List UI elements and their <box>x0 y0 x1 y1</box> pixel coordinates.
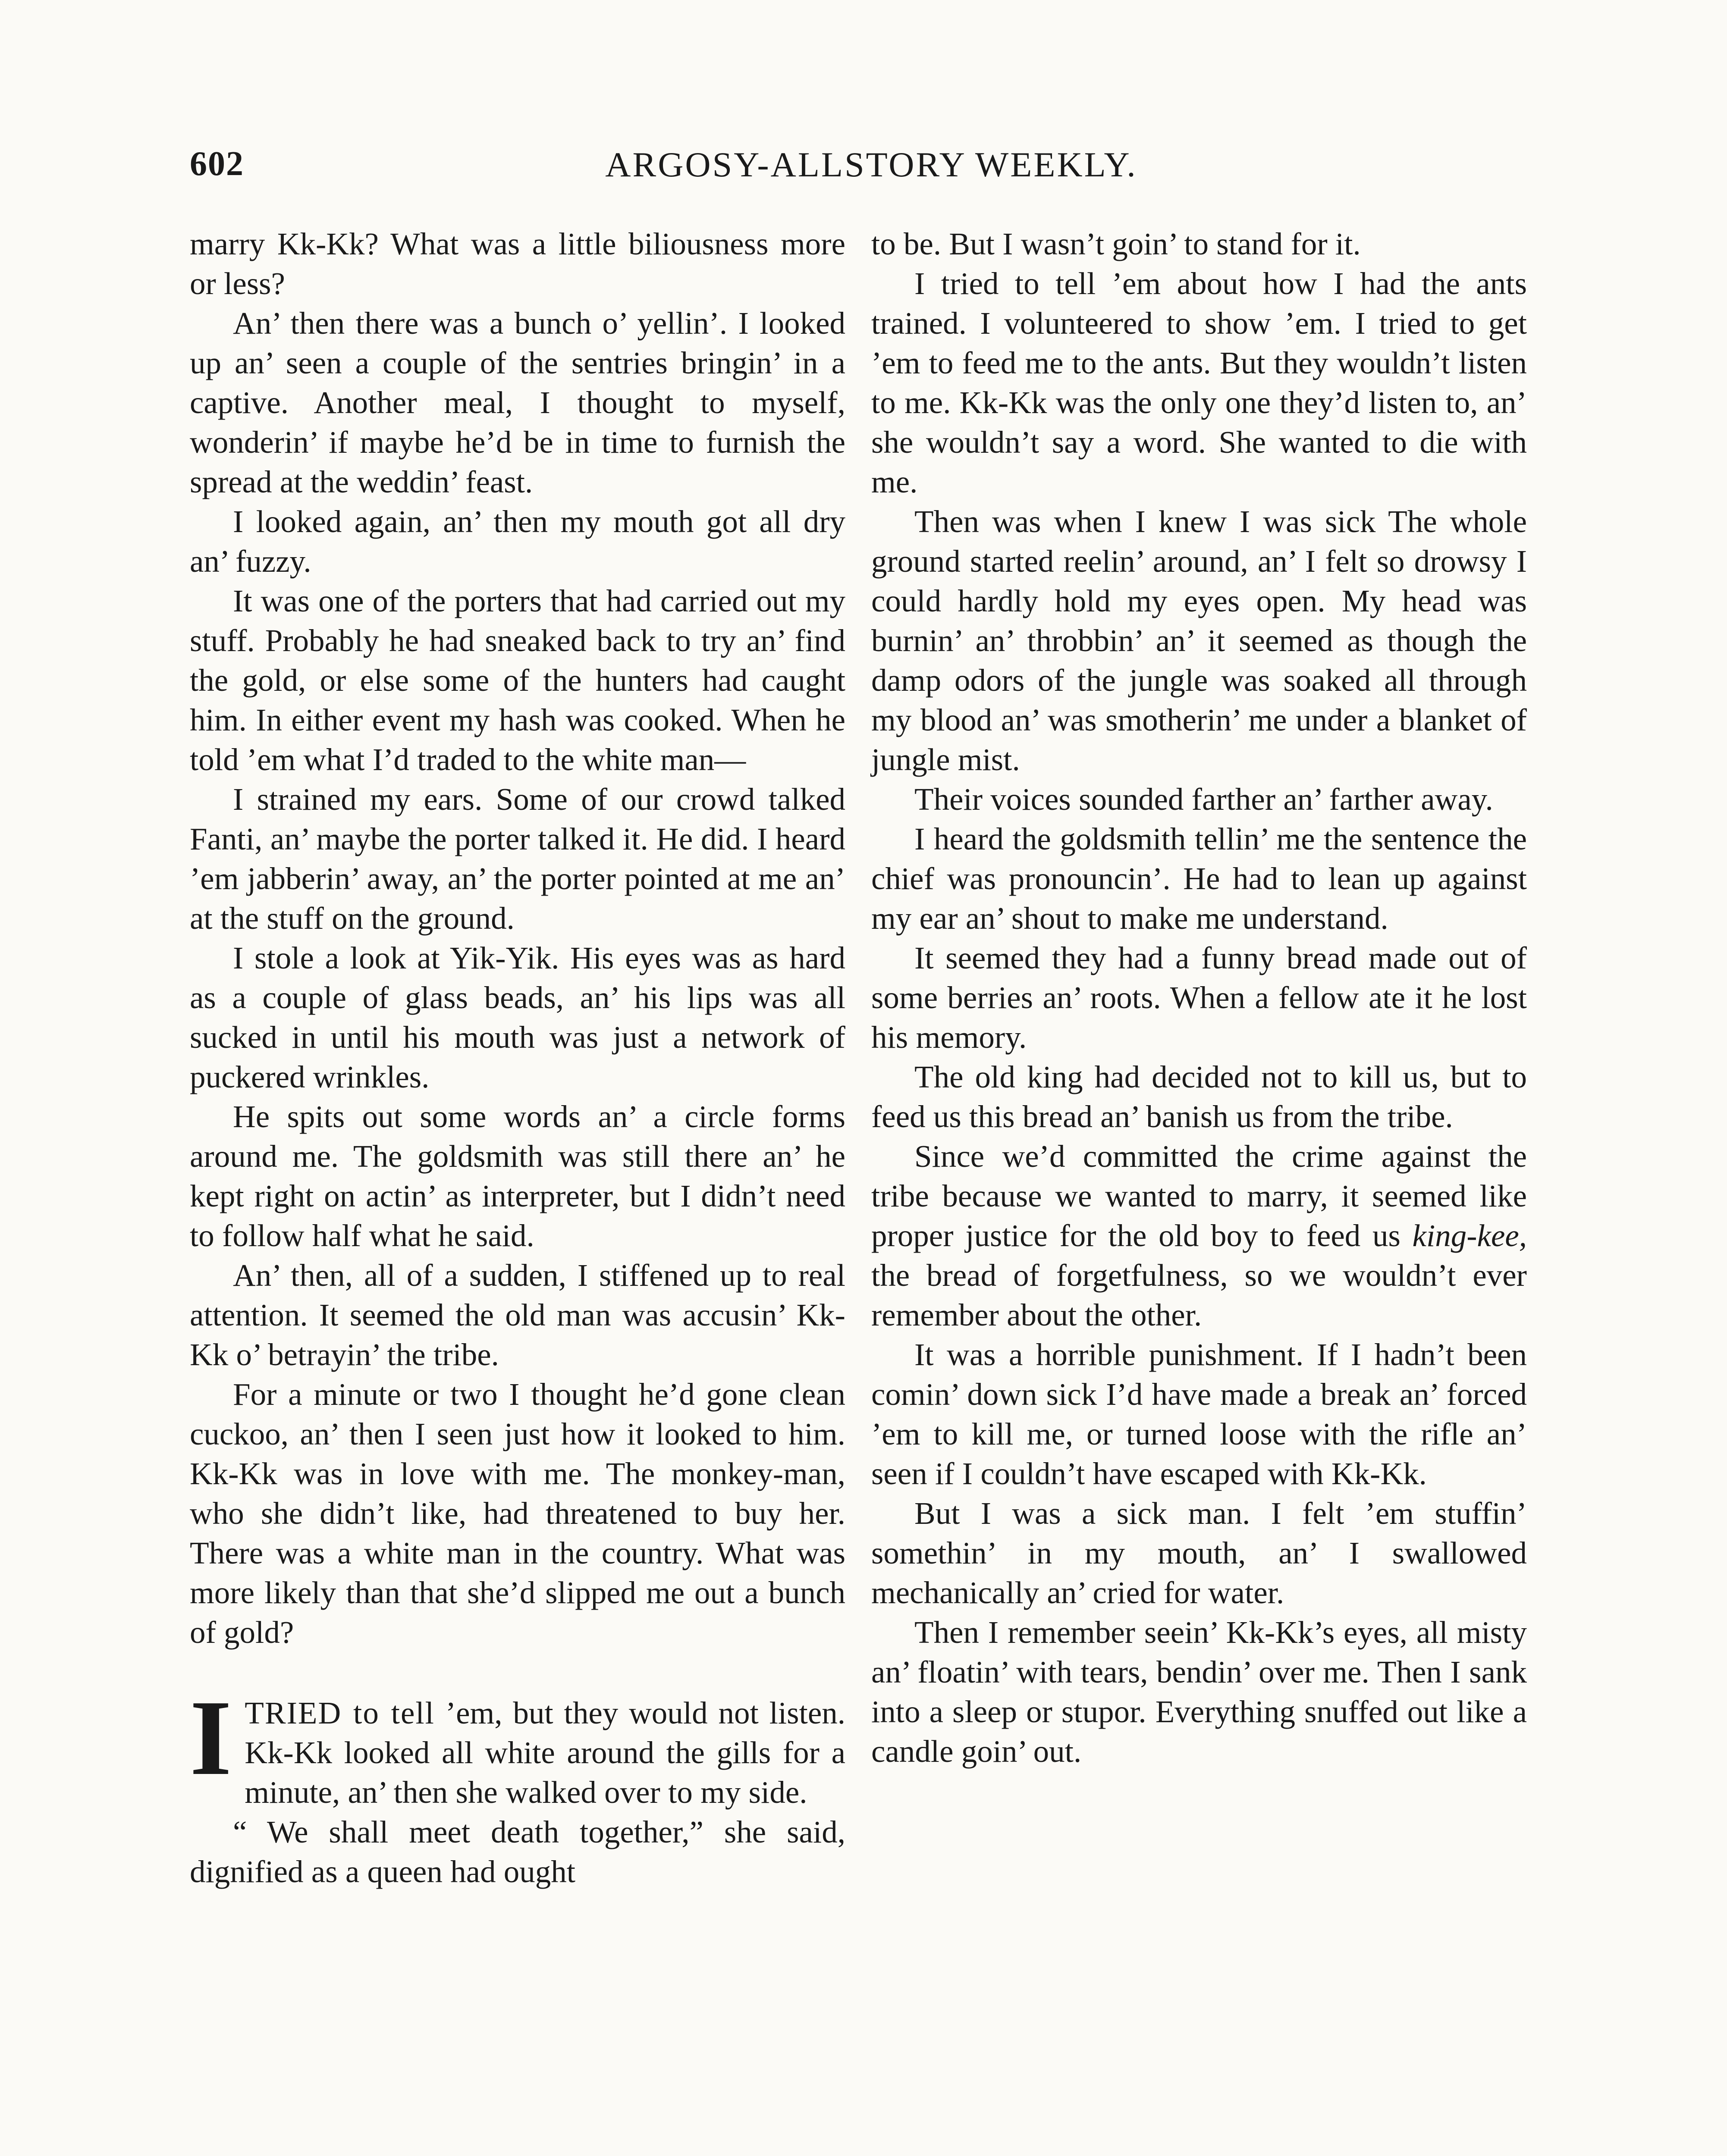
paragraph: Then I remember seein’ Kk-Kk’s eyes, all misty an’ floatin’ with tears, bendin’ over me. Then I sank into a sleep or stupor. Everything snuffed out like a candle goin’ out. <box>871 1615 1527 1769</box>
paragraph: I tried to tell ’em about how I had the ants trained. I volunteered to show ’em. I tried to get ’em to feed me to the ants. But they wouldn’t listen to me. Kk-Kk was the only one they’d listen to, an’ she wouldn’t say a word. She wanted to die with me. <box>871 266 1527 499</box>
right-column <box>871 224 1527 1771</box>
drop-cap: I <box>190 1678 232 1798</box>
lead-in-text: TRIED to tell <box>245 1695 435 1730</box>
paragraph: He spits out some words an’ a circle forms around me. The goldsmith was still there an’ he kept right on actin’ as interpreter, but I didn’t need to follow half what he said. <box>190 1099 845 1253</box>
italic-term: king-kee, <box>1412 1218 1527 1253</box>
paragraph: For a minute or two I thought he’d gone clean cuckoo, an’ then I seen just how it looked to him. Kk-Kk was in love with me. The monkey-man, who she didn’t like, had threatened to buy her. There was a white man in the country. What was more likely than that she’d slipped me out a bunch of gold? <box>190 1377 845 1650</box>
paragraph: But I was a sick man. I felt ’em stuffin’ somethin’ in my mouth, an’ I swallowed mechanically an’ cried for water. <box>871 1496 1527 1610</box>
paragraph: I strained my ears. Some of our crowd talked Fanti, an’ maybe the porter talked it. He did. I heard ’em jabberin’ away, an’ the porter pointed at me an’ at the stuff on the ground. <box>190 782 845 936</box>
paragraph: An’ then, all of a sudden, I stiffened up to real attention. It seemed the old man was accusin’ Kk-Kk o’ betrayin’ the tribe. <box>190 1258 845 1372</box>
paragraph-text: Since we’d committed the crime against the tribe because we wanted to marry, it seemed like proper justice for the old boy to feed us <box>871 1139 1527 1253</box>
paragraph: It seemed they had a funny bread made out of some berries an’ roots. When a fellow ate it he lost his memory. <box>871 940 1527 1055</box>
paragraph: I looked again, an’ then my mouth got all dry an’ fuzzy. <box>190 504 845 579</box>
paragraph: The old king had decided not to kill us, but to feed us this bread an’ banish us from the tribe. <box>871 1059 1527 1134</box>
paragraph-text: ’em, but they would not listen. Kk-Kk looked all white around the gills for a minute, an’ then she walked over to my side. <box>245 1695 845 1810</box>
paragraph: Then was when I knew I was sick The whole ground started reelin’ around, an’ I felt so drowsy I could hardly hold my eyes open. My head was burnin’ an’ throbbin’ an’ it seemed as though the damp odors of the jungle was soaked all through my blood an’ was smotherin’ me under a blanket of jungle mist. <box>871 504 1527 777</box>
paragraph: marry Kk-Kk? What was a little biliousness more or less? <box>190 226 845 301</box>
paragraph: It was one of the porters that had carried out my stuff. Probably he had sneaked back to try an’ find the gold, or else some of the hunters had caught him. In either event my hash was cooked. When he told ’em what I’d traded to the white man— <box>190 583 845 777</box>
paragraph: to be. But I wasn’t goin’ to stand for it. <box>871 226 1361 261</box>
paragraph: It was a horrible punishment. If I hadn’t been comin’ down sick I’d have made a break an’ forced ’em to kill me, or turned loose with the rifle an’ seen if I couldn’t have escaped with Kk-Kk. <box>871 1337 1527 1491</box>
page-header <box>190 144 1553 205</box>
paragraph-text: the bread of forgetfulness, so we wouldn’t ever remember about the other. <box>871 1258 1527 1332</box>
paragraph: Their voices sounded farther an’ farther away. <box>914 782 1493 817</box>
paragraph: I stole a look at Yik-Yik. His eyes was as hard as a couple of glass beads, an’ his lips was all sucked in until his mouth was just a network of puckered wrinkles. <box>190 940 845 1094</box>
paragraph: I heard the goldsmith tellin’ me the sentence the chief was pronouncin’. He had to lean up against my ear an’ shout to make me understand. <box>871 821 1527 936</box>
paragraph <box>871 1137 1527 1335</box>
paragraph: “ We shall meet death together,” she said, dignified as a queen had ought <box>190 1814 845 1889</box>
paragraph: An’ then there was a bunch o’ yellin’. I looked up an’ seen a couple of the sentries bringin’ in a captive. Another meal, I thought to myself, wonderin’ if maybe he’d be in time to furnish the spread at the weddin’ feast. <box>190 306 845 499</box>
page-number: 602 <box>190 145 244 183</box>
section-opening-paragraph <box>190 1678 845 1812</box>
running-head: ARGOSY-ALLSTORY WEEKLY. <box>605 145 1137 184</box>
left-column <box>190 224 845 1892</box>
